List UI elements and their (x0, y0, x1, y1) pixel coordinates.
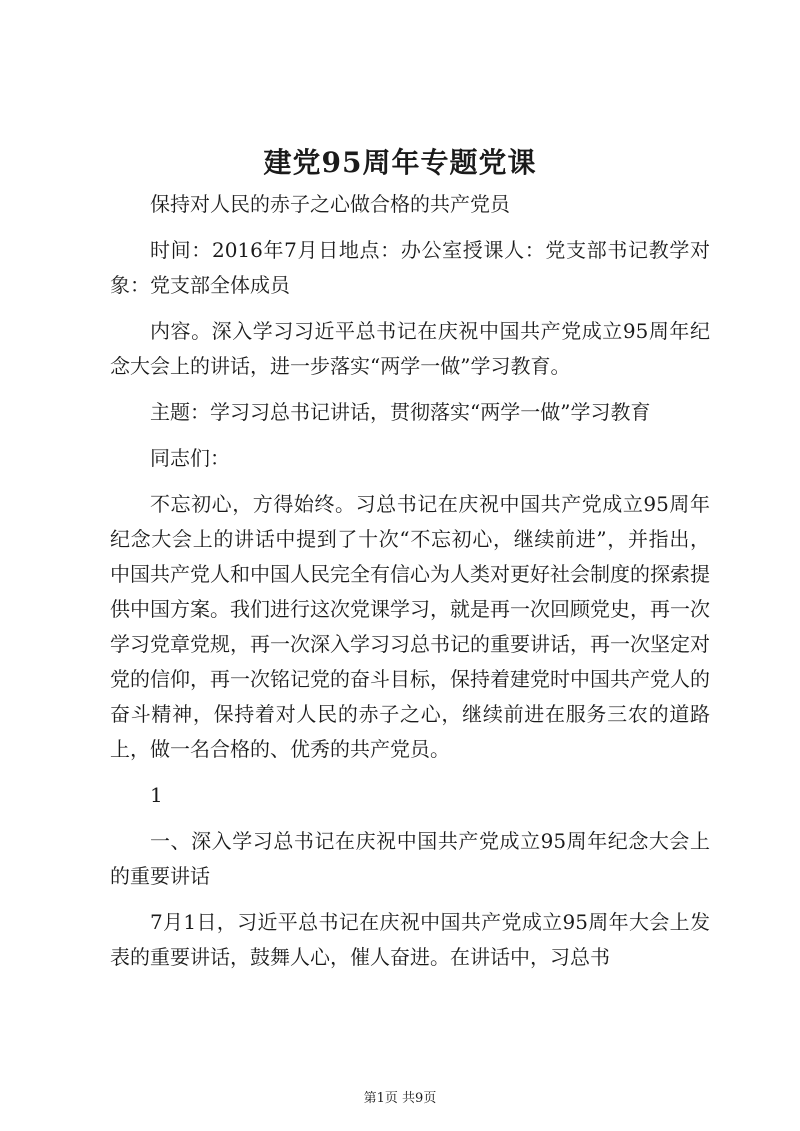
body-paragraph: 7月1日，习近平总书记在庆祝中国共产党成立95周年大会上发表的重要讲话，鼓舞人心，催人奋进。在讲话中，习总书 (110, 910, 710, 969)
page-footer: 第1页 共9页 (363, 1091, 437, 1106)
subtitle-paragraph: 保持对人民的赤子之心做合格的共产党员 (150, 192, 510, 216)
theme-paragraph: 主题：学习习总书记讲话，贯彻落实“两学一做”学习教育 (150, 400, 651, 424)
salutation-paragraph: 同志们： (150, 446, 230, 470)
content-paragraph: 内容。深入学习习近平总书记在庆祝中国共产党成立95周年纪念大会上的讲话，进一步落实“两学一做”学习教育。 (110, 319, 710, 378)
document-title: 建党95周年专题党课 (263, 146, 537, 179)
section-number: 1 (150, 783, 163, 807)
section-heading: 一、深入学习总书记在庆祝中国共产党成立95周年纪念大会上的重要讲话 (110, 829, 710, 888)
document-body (110, 187, 710, 986)
meta-paragraph: 时间：2016年7月日地点：办公室授课人：党支部书记教学对象：党支部全体成员 (110, 238, 710, 297)
intro-paragraph: 不忘初心，方得始终。习总书记在庆祝中国共产党成立95周年纪念大会上的讲话中提到了十次“不忘初心，继续前进”，并指出，中国共产党人和中国人民完全有信心为人类对更好社会制度的探索提供中国方案。我们进行这次党课学习，就是再一次回顾党史，再一次学习党章党规，再一次深入学习习总书记的重要讲话，再一次坚定对党的信仰，再一次铭记党的奋斗目标，保持着建党时中国共产党人的奋斗精神，保持着对人民的赤子之心，继续前进在服务三农的道路上，做一名合格的、优秀的共产党员。 (110, 492, 710, 761)
